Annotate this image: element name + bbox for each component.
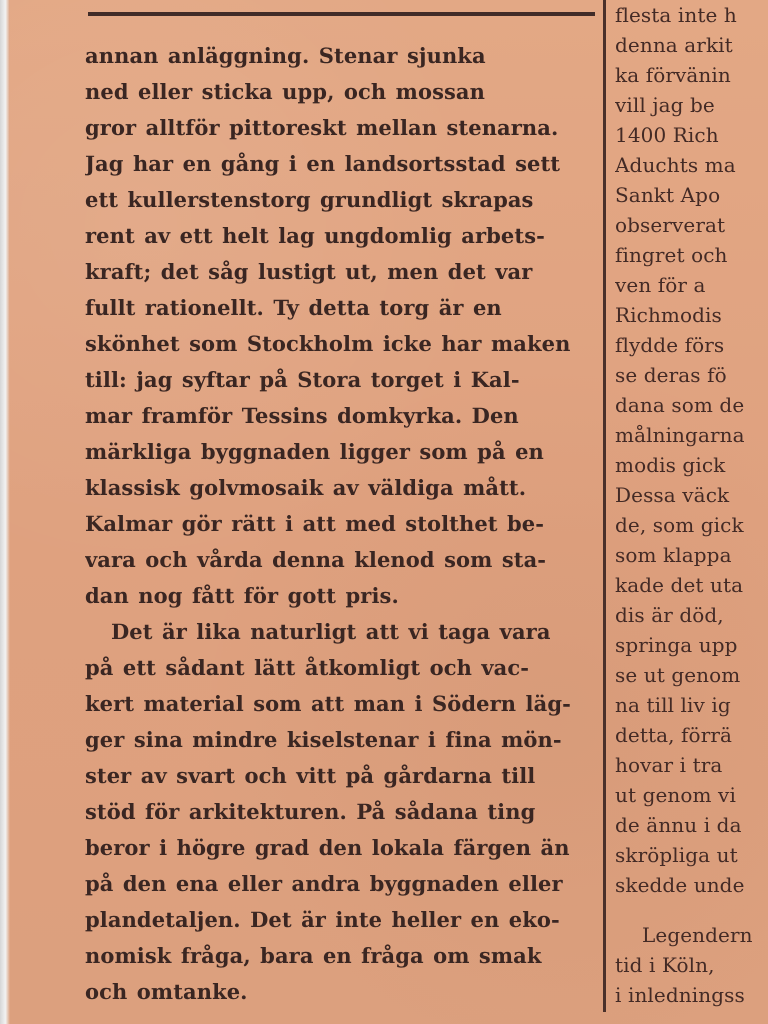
right-column-line: se ut genom [615, 663, 741, 687]
right-column-line: ven för a [615, 273, 706, 297]
left-column-line: ett kullerstenstorg grundligt skrapas [85, 187, 534, 212]
column-rule [603, 0, 606, 1012]
right-column-line: denna arkit [615, 33, 733, 57]
right-column-line: dis är död, [615, 603, 724, 627]
right-column-line: de, som gick [615, 513, 744, 537]
left-column-line: vara och vårda denna klenod som sta- [85, 547, 547, 572]
right-article-column [615, 0, 768, 1024]
right-column-line: se deras fö [615, 363, 727, 387]
left-column-line: Det är lika naturligt att vi taga vara [111, 619, 551, 644]
right-column-line: i inledningss [615, 983, 745, 1007]
right-column-line: skedde unde [615, 873, 745, 897]
scan-left-edge [0, 0, 10, 1024]
left-column-line: gror alltför pittoreskt mellan stenarna. [85, 115, 559, 140]
right-column-line: springa upp [615, 633, 738, 657]
right-column-line: Sankt Apo [615, 183, 721, 207]
left-column-line: till: jag syftar på Stora torget i Kal- [85, 367, 520, 392]
right-column-line: som klappa [615, 543, 732, 567]
left-column-line: dan nog fått för gott pris. [85, 583, 399, 608]
left-column-line: ster av svart och vitt på gårdarna till [85, 763, 536, 788]
left-column-line: på ett sådant lätt åtkomligt och vac- [85, 655, 530, 680]
left-column-line: fullt rationellt. Ty detta torg är en [85, 295, 502, 320]
right-column-line: modis gick [615, 453, 726, 477]
left-column-line: ned eller sticka upp, och mossan [85, 79, 486, 104]
left-column-line: och omtanke. [85, 979, 248, 1004]
left-column-line: plandetaljen. Det är inte heller en eko- [85, 907, 560, 932]
left-column-line: klassisk golvmosaik av väldiga mått. [85, 475, 527, 500]
left-column-line: Kalmar gör rätt i att med stolthet be- [85, 511, 545, 536]
right-column-line: hovar i tra [615, 753, 723, 777]
left-column-line: rent av ett helt lag ungdomlig arbets- [85, 223, 545, 248]
right-column-line: fingret och [615, 243, 728, 267]
top-rule [88, 12, 595, 16]
right-column-line: ut genom vi [615, 783, 736, 807]
right-column-line: na till liv ig [615, 693, 731, 717]
left-column-line: nomisk fråga, bara en fråga om smak [85, 943, 542, 968]
right-column-line: vill jag be [615, 93, 715, 117]
right-column-line: Richmodis [615, 303, 722, 327]
right-column-line: observerat [615, 213, 726, 237]
left-column-line: mar framför Tessins domkyrka. Den [85, 403, 519, 428]
left-column-line: annan anläggning. Stenar sjunka [85, 43, 486, 68]
left-column-line: kraft; det såg lustigt ut, men det var [85, 259, 533, 284]
right-column-line: de ännu i da [615, 813, 742, 837]
left-column-line: ger sina mindre kiselstenar i fina mön- [85, 727, 562, 752]
right-column-line: flydde förs [615, 333, 725, 357]
right-column-line: flesta inte h [615, 3, 737, 27]
left-column-line: på den ena eller andra byggnaden eller [85, 871, 563, 896]
right-column-line: ka förvänin [615, 63, 731, 87]
left-column-line: Jag har en gång i en landsortsstad sett [85, 151, 561, 176]
right-column-line: Dessa väck [615, 483, 730, 507]
right-column-line: kade det uta [615, 573, 744, 597]
left-column-line: beror i högre grad den lokala färgen än [85, 835, 570, 860]
right-column-line: 1400 Rich [615, 123, 719, 147]
left-column-line: kert material som att man i Södern läg- [85, 691, 571, 716]
right-column-line: Aduchts ma [615, 153, 736, 177]
left-column-line: stöd för arkitekturen. På sådana ting [85, 799, 536, 824]
right-column-line: tid i Köln, [615, 953, 715, 977]
right-column-line: skröpliga ut [615, 843, 738, 867]
right-column-line: detta, förrä [615, 723, 733, 747]
right-column-line: målningarna [615, 423, 745, 447]
left-column-line: skönhet som Stockholm icke har maken [85, 331, 571, 356]
right-column-line: Legendern [642, 923, 753, 947]
right-column-line: dana som de [615, 393, 745, 417]
left-column-line: märkliga byggnaden ligger som på en [85, 439, 544, 464]
